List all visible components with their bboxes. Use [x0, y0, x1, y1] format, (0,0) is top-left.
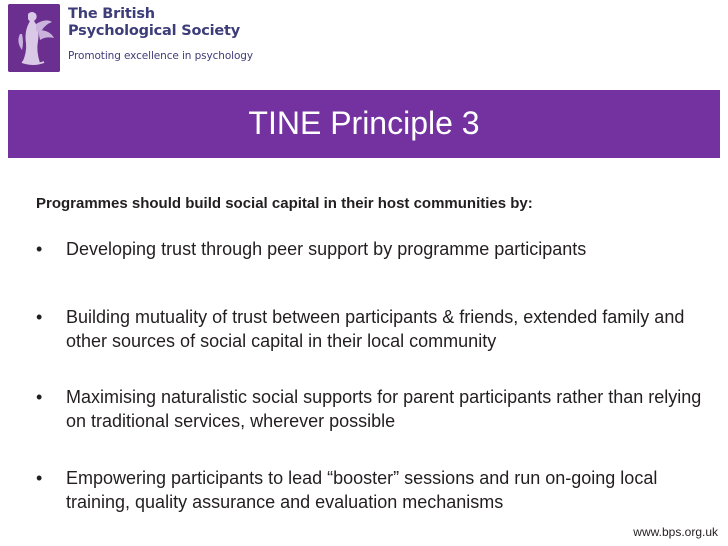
- org-name: [68, 6, 240, 40]
- bullet-text: Maximising naturalistic social supports for parent participants rather than relying on traditional services, wherever possible: [66, 387, 702, 431]
- bullet-item: [36, 385, 716, 433]
- org-name-line1: The British: [68, 6, 155, 22]
- bps-logo-emblem: [8, 4, 60, 72]
- title-bar: [8, 90, 720, 158]
- slide-title: TINE Principle 3: [248, 105, 480, 141]
- bullet-text: Empowering participants to lead “booster” sessions and run on-going local training, quality assurance and evaluation mechanisms: [66, 468, 658, 512]
- psyche-figure-icon: [8, 4, 60, 72]
- bullet-marker: •: [36, 239, 43, 259]
- bullet-item: [36, 466, 716, 514]
- bullet-item: [36, 237, 716, 261]
- bullet-text: Building mutuality of trust between participants & friends, extended family and other sources of social capital in their local community: [66, 307, 685, 351]
- intro-text: Programmes should build social capital in their host communities by:: [36, 195, 533, 212]
- bullet-marker: •: [36, 387, 43, 407]
- bullet-text: Developing trust through peer support by programme participants: [66, 239, 587, 259]
- bullet-marker: •: [36, 307, 43, 327]
- bullet-marker: •: [36, 468, 43, 488]
- bullet-item: [36, 305, 716, 353]
- footer-url: www.bps.org.uk: [633, 525, 718, 539]
- org-name-line2: Psychological Society: [68, 23, 241, 39]
- tagline: Promoting excellence in psychology: [68, 50, 253, 62]
